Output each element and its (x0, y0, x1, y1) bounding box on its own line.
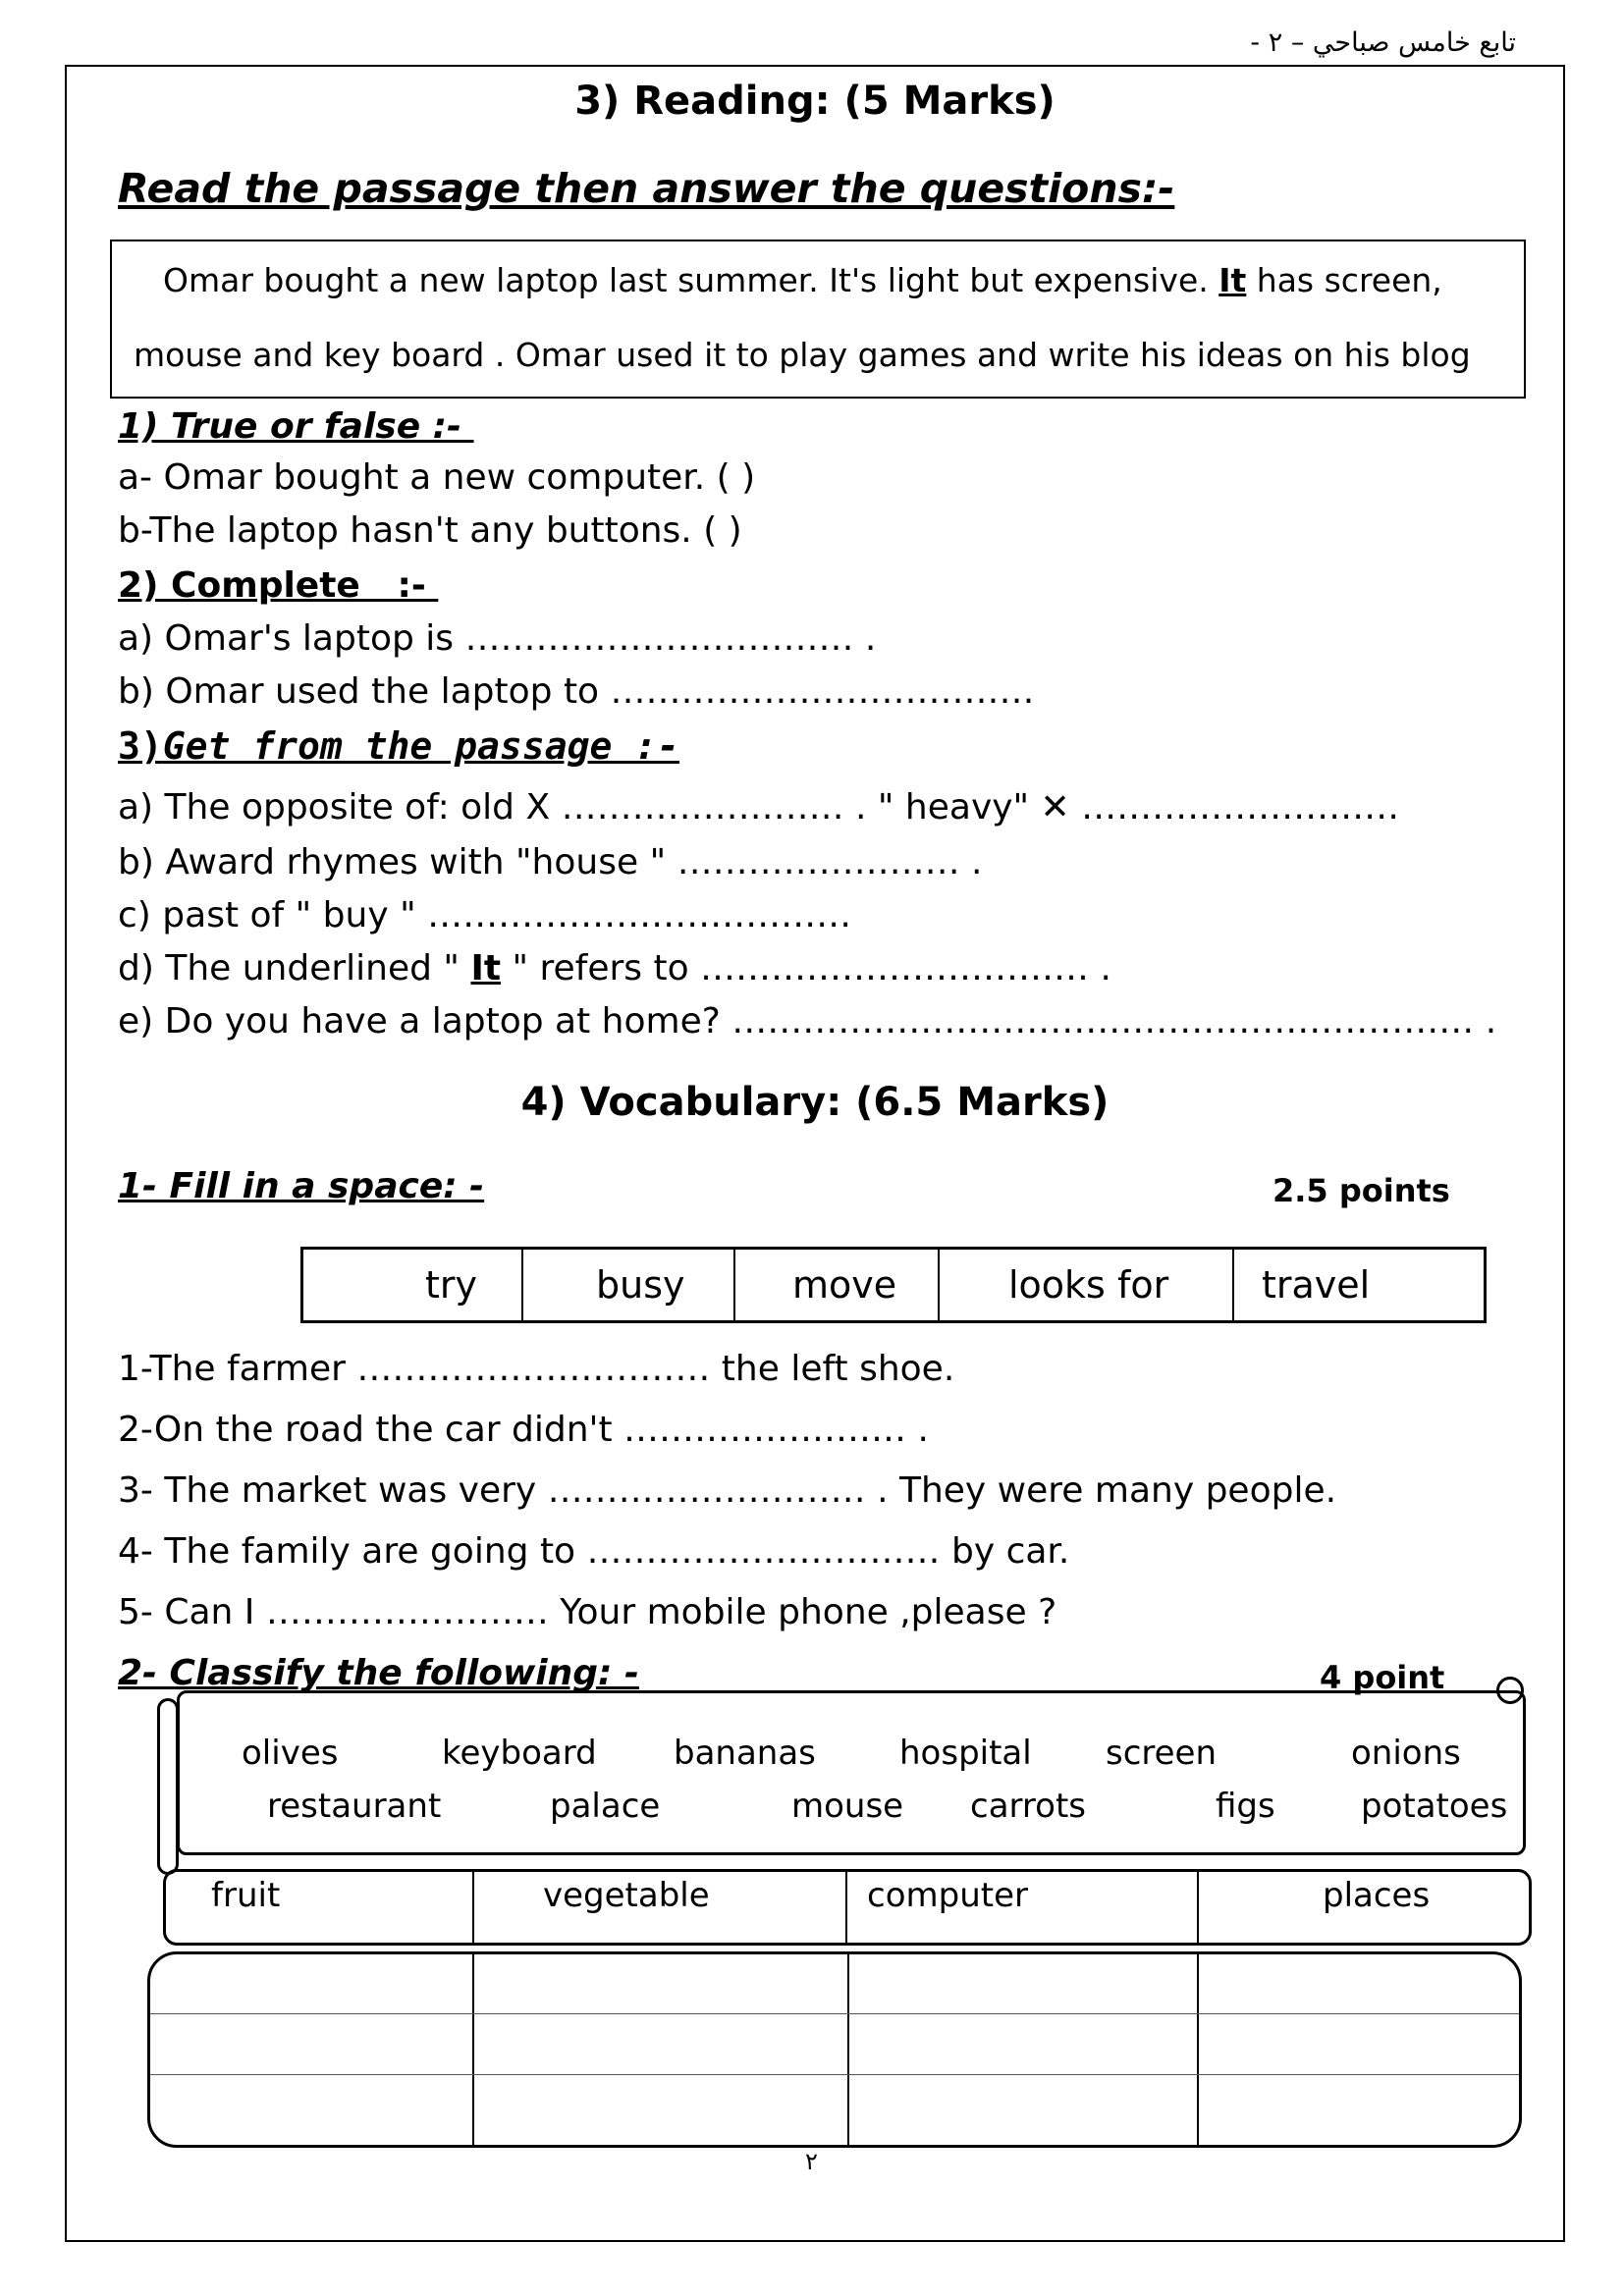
classify-word: carrots (970, 1787, 1086, 1826)
classify-word: potatoes (1361, 1787, 1508, 1826)
reading-instruction: Read the passage then answer the questions:- (118, 165, 1175, 212)
get-d: d) The underlined " It " refers to …………………………… . (118, 948, 1111, 988)
classify-word: keyboard (442, 1734, 597, 1773)
classify-word-scroll (177, 1690, 1526, 1855)
answer-col-divider (847, 1954, 849, 2145)
classify-title: 2- Classify the following: - (118, 1653, 639, 1693)
classify-word: bananas (674, 1734, 816, 1773)
classify-answer-table (147, 1951, 1522, 2148)
classify-word: onions (1351, 1734, 1461, 1773)
reading-passage (110, 240, 1526, 399)
true-false-title: 1) True or false :- (118, 406, 474, 447)
word-bank-item: travel (1262, 1263, 1371, 1307)
underlined-it: It (1218, 261, 1247, 299)
get-from-passage-title: 3)Get from the passage :- (118, 724, 679, 768)
fill-sentence-2: 2-On the road the car didn't …………………… . (118, 1410, 929, 1450)
fill-sentence-4: 4- The family are going to ………………………… by car. (118, 1531, 1070, 1572)
answer-col-divider (472, 1954, 474, 2145)
scroll-curl-right (1496, 1677, 1524, 1704)
true-false-b: b-The laptop hasn't any buttons. ( ) (118, 510, 742, 551)
passage-line-2: mouse and key board . Omar used it to play games and write his ideas on his blog (134, 336, 1471, 374)
passage-line-1: Omar bought a new laptop last summer. It's light but expensive. It has screen, (163, 261, 1442, 299)
category-vegetable: vegetable (474, 1872, 847, 1943)
classify-word: olives (242, 1734, 339, 1773)
vocabulary-title: 4) Vocabulary: (6.5 Marks) (520, 1080, 1110, 1125)
category-places: places (1323, 1876, 1431, 1915)
classify-word: mouse (791, 1787, 904, 1826)
word-bank-item: looks for (940, 1250, 1234, 1320)
complete-a: a) Omar's laptop is …………………………… . (118, 618, 877, 659)
word-bank-item: move (735, 1250, 940, 1320)
category-computer: computer (847, 1872, 1199, 1943)
get-b: b) Award rhymes with "house " …………………… . (118, 842, 983, 882)
word-bank (300, 1247, 1487, 1323)
classify-word: hospital (899, 1734, 1032, 1773)
classify-word: screen (1106, 1734, 1218, 1773)
category-header-row (163, 1869, 1532, 1946)
classify-points: 4 point (1320, 1659, 1445, 1696)
fill-title: 1- Fill in a space: - (118, 1166, 485, 1206)
answer-row-divider (150, 2074, 1519, 2075)
complete-title: 2) Complete :- (118, 565, 439, 606)
complete-b: b) Omar used the laptop to ……………………………… (118, 671, 1035, 712)
word-bank-item: busy (523, 1250, 735, 1320)
answer-row-divider (150, 2013, 1519, 2014)
reading-title: 3) Reading: (5 Marks) (574, 79, 1056, 124)
classify-word: figs (1216, 1787, 1275, 1826)
fill-sentence-1: 1-The farmer ………………………… the left shoe. (118, 1349, 955, 1389)
category-fruit: fruit (166, 1872, 474, 1943)
word-bank-item: try (303, 1250, 523, 1320)
header-arabic: تابع خامس صباحي – ٢ - (1250, 27, 1516, 58)
get-e: e) Do you have a laptop at home? ……………………………………………………… . (118, 1001, 1497, 1041)
fill-sentence-3: 3- The market was very ……………………… . They were many people. (118, 1470, 1337, 1511)
classify-word: palace (550, 1787, 661, 1826)
fill-sentence-5: 5- Can I …………………… Your mobile phone ,please ? (118, 1592, 1057, 1632)
scroll-curl-left (157, 1698, 179, 1875)
answer-col-divider (1197, 1954, 1199, 2145)
page-number: ٢ (805, 2148, 818, 2175)
true-false-a: a- Omar bought a new computer. ( ) (118, 457, 756, 498)
fill-points: 2.5 points (1272, 1172, 1450, 1209)
get-a: a) The opposite of: old X …………………… . " heavy" ✕ ……………………… (118, 787, 1400, 828)
classify-word: restaurant (267, 1787, 442, 1826)
get-c: c) past of " buy " ……………………………… (118, 895, 852, 935)
